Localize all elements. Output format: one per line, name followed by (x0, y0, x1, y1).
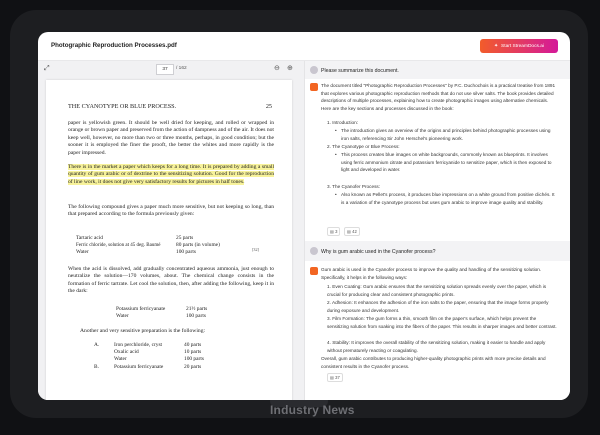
paragraph-4: When the acid is dissolved, add gradually concentrated aqueous ammonia, just enough to neutralize the solution—170 volumes, about. The chemical change consists in the formation of ferric tartrate. Let cool the solution, then, after adding the following, keep it in the dark: (68, 266, 274, 295)
source-reference-chip[interactable]: ▤ 42 (344, 227, 360, 236)
assistant-answer-intro: Gum arabic is used in the Cyanofer process to improve the quality and handling of the sensitizing solution. Specifically, it helps in the following ways: (321, 267, 542, 280)
table-cell (94, 356, 114, 363)
user-question: Why is gum arabic used in the Cyanofer process? (321, 249, 436, 255)
table-row (94, 342, 204, 349)
start-button-label: Start StreamDocs.ai (501, 43, 544, 49)
paragraph-2-highlighted (68, 164, 274, 186)
expand-icon[interactable]: ⤢ (44, 65, 50, 72)
page-heading (68, 103, 272, 110)
formula-table-2 (116, 306, 207, 320)
list-item: This process creates blue images on white backgrounds, commonly known as blueprints. It involves using ferric ammonium citrate and potassium ferricyanide to sensitize paper, which is then exposed to light and developed in water. (341, 152, 552, 173)
table-cell: Water (116, 313, 129, 320)
assistant-answer-outro: Overall, gum arabic contributes to producing higher-quality photographic prints with more precise details and consistent results in the Cyanofer process. (321, 356, 546, 369)
list-item: The introduction gives an overview of the origins and principles behind photographic processes using iron salts, referencing Sir John Herschel's pioneering work. (341, 128, 551, 141)
pdf-page (46, 80, 292, 400)
table-cell: Tartaric acid (76, 235, 104, 241)
table-cell: Potassium ferricyanate (114, 363, 164, 370)
table-cell: B. (94, 363, 99, 370)
zoom-out-icon[interactable]: ⊖ (274, 65, 280, 72)
document-title: Photographic Reproduction Processes.pdf (51, 42, 177, 49)
app-screen (38, 32, 570, 400)
table-row (94, 349, 204, 356)
pdf-viewer (38, 61, 305, 400)
list-item: 3. The Cyanofer Process: (327, 184, 381, 189)
user-question: Please summarize this document. (321, 68, 399, 74)
list-item: Also known as Pellet's process, it produces blue impressions on a white ground from positive clichés. It is a variation of the cyanotype process but uses gum arabic to improve image quality and stability. (341, 192, 555, 205)
start-streamdocs-button[interactable] (480, 39, 558, 53)
formula-table-3 (94, 342, 204, 371)
source-reference-label: 42 (352, 229, 357, 234)
pdf-toolbar (38, 61, 304, 77)
assistant-avatar (310, 83, 318, 91)
table-cell: 21½ parts (186, 306, 208, 312)
page-number-label: 25 (265, 103, 272, 110)
list-item: 3. Film Formation: The gum forms a thin, smooth film on the paper's surface, which helps prevent the sensitizing solution from soaking into the fibers of the paper. This results in sharper images and better contrast. (327, 316, 557, 329)
table-cell: 100 parts (184, 356, 204, 363)
table-cell (94, 349, 114, 356)
list-item: 2. Adhesion: It enhances the adhesion of the iron salts to the paper, ensuring that the image forms properly during exposure and development. (327, 300, 549, 313)
table-row (94, 356, 204, 363)
paragraph-5: Another and very sensitive preparation is the following: (80, 328, 206, 334)
user-avatar (310, 247, 318, 255)
table-row (76, 249, 220, 256)
assistant-answer-intro: The document titled "Photographic Reproduction Processes" by P.C. Duchochois is a practical treatise from 1891 that explores various photographic reproduction methods that do not use silver salts. The book provides detailed descriptions of multiple processes, explaining how to create photographic images using alternative chemicals. Here are the key sections and processes discussed in the book: (321, 83, 556, 111)
page-total: / 162 (176, 66, 187, 71)
paragraph-3: The following compound gives a paper much more sensitive, but not keeping so long, than that prepared according to the formula previously given: (68, 204, 274, 218)
table-row (94, 364, 204, 371)
sparkle-icon: ✦ (494, 43, 499, 49)
table-cell: 40 parts (184, 342, 202, 348)
zoom-in-icon[interactable]: ⊕ (287, 65, 293, 72)
table-cell: Ferric chloride, solution at 45 deg. Baumé (76, 243, 161, 249)
paragraph-1: paper is yellowish green. It should be well dried for keeping, and rolled or wrapped in orange or brown paper and preserved from the action of dampness and of the air. It does not keep well, however, no more than two or three months, perhaps, in good condition; but the sooner it is employed the finer the prooft, the better the whites and more rapidly is the paper impressed. (68, 120, 274, 156)
list-item: 4. Stability: It improves the overall stability of the sensitizing solution, making it easier to handle and apply without prematurely reacting or coagulating. (327, 340, 546, 353)
page-number-input[interactable]: 37 (156, 64, 174, 75)
table-cell: Oxalic acid (114, 349, 139, 356)
list-item: 1. Introduction: (327, 120, 359, 125)
list-item: 1. Even Coating: Gum arabic ensures that the sensitizing solution spreads evenly over the paper, which is crucial for producing clear and consistent photographic prints. (327, 284, 547, 297)
table-cell: 20 parts (184, 363, 202, 370)
source-reference-chip[interactable]: ▤ 37 (327, 373, 343, 382)
table-cell: 25 parts (176, 235, 194, 241)
table-cell: Iron perchloride, cryst (114, 342, 163, 348)
table-row (76, 242, 220, 249)
bullet-dot: • (335, 128, 337, 133)
source-reference-chip[interactable]: ▤ 3 (327, 227, 340, 236)
list-item: 2. The Cyanotype or Blue Process: (327, 144, 400, 149)
table-cell: 80 parts (in volume) (176, 242, 220, 249)
page-heading-title: THE CYANOTYPE OR BLUE PROCESS. (68, 103, 177, 110)
source-reference-label: 3 (335, 229, 338, 234)
watermark-text: Industry News (270, 403, 355, 417)
table-cell: A. (94, 342, 100, 348)
table-cell: 10 parts (184, 349, 202, 356)
app-header (38, 32, 570, 61)
bullet-dot: • (335, 192, 337, 197)
table-cell: Water (114, 356, 127, 363)
user-message (305, 61, 570, 79)
assistant-avatar (310, 267, 318, 275)
table-cell: 100 parts (176, 249, 196, 256)
table-row (116, 306, 207, 313)
source-reference-label: 37 (335, 375, 340, 380)
user-message (305, 241, 570, 261)
bullet-dot: • (335, 152, 337, 157)
highlighted-text: There is in the market a paper which keeps for a long time. It is prepared by adding a small quantity of gum arabic or of dextrine to the sensitizing solution. Good for the reproduction of line work, it does not give very satisfactory results for pictures in half tones. (68, 164, 274, 185)
side-page-marker: [32] (252, 247, 259, 252)
table-cell: 100 parts (186, 313, 206, 320)
table-cell: Water (76, 249, 89, 256)
table-cell: Potassium ferricyanate (116, 306, 166, 312)
formula-table-1 (76, 235, 220, 257)
user-avatar (310, 66, 318, 74)
table-row (116, 313, 207, 320)
chat-panel (305, 61, 570, 400)
